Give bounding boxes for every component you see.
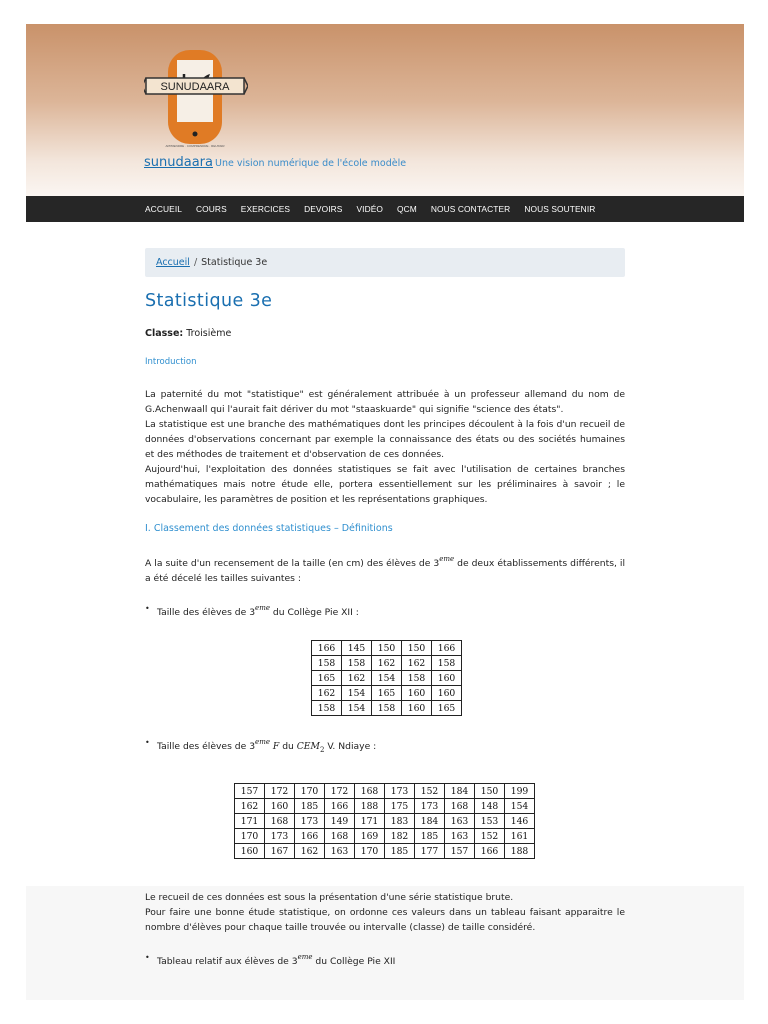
table-cell: 199 xyxy=(505,784,535,799)
table-cell: 163 xyxy=(445,814,475,829)
table-cell: 154 xyxy=(372,671,402,686)
table-cell: 150 xyxy=(402,641,432,656)
intro-text-3: Aujourd'hui, l'exploitation des données statistiques se fait avec l'utilisation de certaines branches mathématiques mais notre étude elle, portera essentiellement sur les préliminaires à savoir ; le vocabulaire, les paramètres de position et les représentations graphiques. xyxy=(145,464,625,505)
site-name-link[interactable]: sunudaara xyxy=(144,155,213,170)
table-cell: 175 xyxy=(385,799,415,814)
bullet2-text-a: Taille des élèves de 3 xyxy=(157,741,256,752)
table-cell: 184 xyxy=(415,814,445,829)
table-cell: 165 xyxy=(432,701,462,716)
bullet2-f: F xyxy=(269,741,280,752)
table-cell: 160 xyxy=(265,799,295,814)
table-cell: 183 xyxy=(385,814,415,829)
bullet2-sub: 2 xyxy=(319,745,325,754)
logo-subtitle: APPRENDRE · COMPRENDRE · REUSSIR xyxy=(165,144,225,148)
bullet-cem2 xyxy=(145,738,625,754)
table-cell: 148 xyxy=(475,799,505,814)
table-pie-xii xyxy=(311,640,462,716)
nav-item-nous-contacter[interactable]: NOUS CONTACTER xyxy=(430,204,511,214)
table-cell: 173 xyxy=(265,829,295,844)
bullet2-cem: CEM xyxy=(296,741,320,752)
table-row xyxy=(312,656,462,671)
breadcrumb-separator: / xyxy=(193,257,198,268)
table-cell: 153 xyxy=(475,814,505,829)
table-cell: 154 xyxy=(342,701,372,716)
intro-heading: Introduction xyxy=(145,357,197,367)
table-cell: 170 xyxy=(235,829,265,844)
table-cell: 182 xyxy=(385,829,415,844)
logo-text: SUNUDAARA xyxy=(160,81,230,93)
table-cell: 152 xyxy=(475,829,505,844)
table-cell: 163 xyxy=(325,844,355,859)
page-title: Statistique 3e xyxy=(145,291,273,311)
table-cell: 167 xyxy=(265,844,295,859)
table-cell: 172 xyxy=(325,784,355,799)
intro-text-1: La paternité du mot "statistique" est généralement attribuée à un professeur allemand du nom de G.Achenwaall qui l'aurait fait dériver du mot "staaskuarde" qui signifie "science des états". xyxy=(145,389,625,415)
intro-paragraph xyxy=(145,387,625,507)
intro-text-2: La statistique est une branche des mathématiques dont les principes découlent à la fois d'un recueil de données d'observations concernant par exemple la connaissance des états ou des sociétés humaines et des méthodes de traitement et d'observation de ces données. xyxy=(145,419,625,460)
table-cem2 xyxy=(234,783,535,859)
table-row xyxy=(235,844,535,859)
table-cell: 158 xyxy=(432,656,462,671)
classe-line xyxy=(145,328,625,339)
bullet1-text-b: du Collège Pie XII : xyxy=(269,607,359,618)
table-cell: 166 xyxy=(432,641,462,656)
classe-label: Classe: xyxy=(145,328,184,339)
table-cell: 185 xyxy=(295,799,325,814)
table-cell: 160 xyxy=(432,686,462,701)
table-cell: 172 xyxy=(265,784,295,799)
bullet-pie-xii xyxy=(145,604,625,618)
table-cell: 162 xyxy=(235,799,265,814)
table-cell: 149 xyxy=(325,814,355,829)
table-cell: 162 xyxy=(342,671,372,686)
table-cell: 170 xyxy=(355,844,385,859)
table-row xyxy=(235,784,535,799)
table-cell: 169 xyxy=(355,829,385,844)
table-row xyxy=(312,671,462,686)
bullet2-text-b: V. Ndiaye : xyxy=(324,741,377,752)
table-cell: 168 xyxy=(445,799,475,814)
table-cell: 158 xyxy=(342,656,372,671)
table-cell: 150 xyxy=(372,641,402,656)
page xyxy=(26,24,744,1000)
table-cell: 162 xyxy=(372,656,402,671)
table-cell: 185 xyxy=(385,844,415,859)
table-cell: 185 xyxy=(415,829,445,844)
bullet1-text-a: Taille des élèves de 3 xyxy=(157,607,256,618)
nav-item-nous-soutenir[interactable]: NOUS SOUTENIR xyxy=(524,204,596,214)
table-cell: 165 xyxy=(312,671,342,686)
table-cell: 158 xyxy=(402,671,432,686)
nav-item-cours[interactable]: COURS xyxy=(196,204,227,214)
bullet3-sup: eme xyxy=(297,953,313,961)
table-cell: 168 xyxy=(325,829,355,844)
table-cell: 166 xyxy=(312,641,342,656)
table-row xyxy=(235,829,535,844)
article-content-3 xyxy=(145,890,625,967)
table-cell: 160 xyxy=(235,844,265,859)
after-tables-paragraph xyxy=(145,890,625,935)
section-1-lead xyxy=(145,552,625,586)
table-cell: 146 xyxy=(505,814,535,829)
classe-value: Troisième xyxy=(186,328,232,339)
table-cell: 168 xyxy=(355,784,385,799)
table-row xyxy=(312,686,462,701)
main-nav xyxy=(26,196,744,222)
table-cell: 165 xyxy=(372,686,402,701)
table-cell: 154 xyxy=(505,799,535,814)
table-cell: 184 xyxy=(445,784,475,799)
lead-sup: eme xyxy=(439,555,455,563)
table-cell: 158 xyxy=(312,701,342,716)
bullet3-text-a: Tableau relatif aux élèves de 3 xyxy=(157,956,298,967)
table-cell: 163 xyxy=(445,829,475,844)
table-cell: 162 xyxy=(402,656,432,671)
table-cell: 168 xyxy=(265,814,295,829)
table-cell: 171 xyxy=(235,814,265,829)
table-cell: 173 xyxy=(295,814,325,829)
table-row xyxy=(312,641,462,656)
bullet1-sup: eme xyxy=(255,604,270,612)
bullet3-text-b: du Collège Pie XII xyxy=(312,956,396,967)
table-cell: 166 xyxy=(475,844,505,859)
bullet2-du: du xyxy=(279,741,297,752)
table-cell: 157 xyxy=(445,844,475,859)
nav-item-devoirs[interactable]: DEVOIRS xyxy=(304,204,343,214)
site-title xyxy=(144,154,406,170)
bullet-tableau-pie-xii xyxy=(145,953,625,967)
breadcrumb xyxy=(145,248,625,277)
table-cell: 150 xyxy=(475,784,505,799)
table-cell: 145 xyxy=(342,641,372,656)
table-cell: 161 xyxy=(505,829,535,844)
table-cell: 188 xyxy=(355,799,385,814)
table-cell: 162 xyxy=(295,844,325,859)
bullet2-sup: eme xyxy=(255,738,270,746)
sunudaara-logo[interactable] xyxy=(144,48,248,152)
table-cell: 177 xyxy=(415,844,445,859)
table-cell: 162 xyxy=(312,686,342,701)
table-cell: 170 xyxy=(295,784,325,799)
table-cell: 166 xyxy=(325,799,355,814)
table-cell: 158 xyxy=(312,656,342,671)
table-row xyxy=(235,799,535,814)
article-content xyxy=(145,286,625,618)
table-cell: 154 xyxy=(342,686,372,701)
lead-text-a: A la suite d'un recensement de la taille (en cm) des élèves de 3 xyxy=(145,558,440,569)
table-cell: 152 xyxy=(415,784,445,799)
nav-item-accueil[interactable]: ACCUEIL xyxy=(145,204,183,214)
nav-item-exercices[interactable]: EXERCICES xyxy=(240,204,291,214)
table-cell: 171 xyxy=(355,814,385,829)
table-cell: 157 xyxy=(235,784,265,799)
table-row xyxy=(312,701,462,716)
site-tagline: Une vision numérique de l'école modèle xyxy=(215,158,407,169)
after-text-1: Le recueil de ces données est sous la présentation d'une série statistique brute. xyxy=(145,892,514,903)
table-cell: 160 xyxy=(432,671,462,686)
table-cell: 158 xyxy=(372,701,402,716)
table-cell: 173 xyxy=(385,784,415,799)
section-1-heading: I. Classement des données statistiques – Définitions xyxy=(145,523,393,534)
table-cell: 173 xyxy=(415,799,445,814)
after-text-2: Pour faire une bonne étude statistique, on ordonne ces valeurs dans un tableau faisant apparaitre le nombre d'élèves pour chaque taille trouvée ou intervalle (classe) de taille considéré. xyxy=(145,907,625,933)
table-cell: 188 xyxy=(505,844,535,859)
table-row xyxy=(235,814,535,829)
table-cell: 166 xyxy=(295,829,325,844)
table-cell: 160 xyxy=(402,701,432,716)
breadcrumb-current: Statistique 3e xyxy=(201,257,268,268)
table-cell: 160 xyxy=(402,686,432,701)
breadcrumb-home-link[interactable]: Accueil xyxy=(156,257,190,268)
article-content-2 xyxy=(145,738,625,754)
nav-item-video[interactable]: VIDÉO xyxy=(356,204,384,214)
nav-item-qcm[interactable]: QCM xyxy=(397,204,417,214)
site-header xyxy=(26,24,744,196)
lead-text-b: de deux établissements différents, il a été décelé les tailles suivantes : xyxy=(145,558,626,584)
